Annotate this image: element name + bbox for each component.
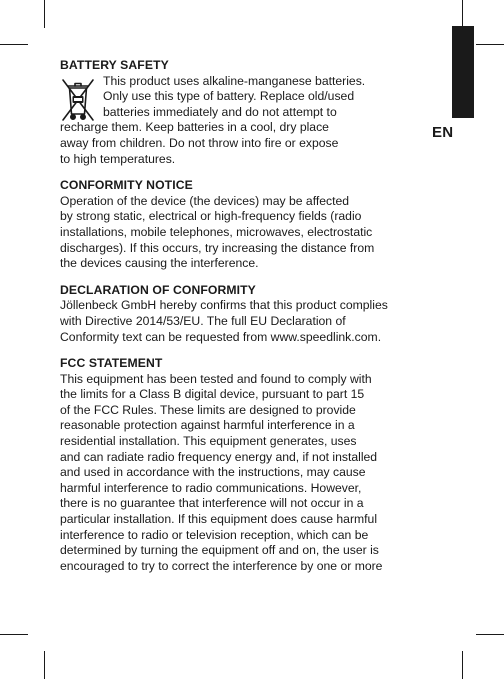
section-heading: FCC STATEMENT [60, 356, 163, 371]
conformity-line: installations, mobile telephones, microwaves, electrostatic [60, 224, 373, 239]
declaration-line: with Directive 2014/53/EU. The full EU Declaration of [60, 313, 346, 328]
fcc-line: and used in accordance with the instructions, may cause [60, 465, 366, 480]
crop-mark-bottom-left-horizontal [0, 634, 28, 635]
battery-line: batteries immediately and do not attempt to [103, 104, 337, 119]
declaration-line: Jöllenbeck GmbH hereby confirms that this product complies [60, 298, 388, 313]
fcc-line: particular installation. If this equipment does cause harmful [60, 512, 378, 527]
battery-line: to high temperatures. [60, 151, 176, 166]
crossed-out-bin-icon [60, 76, 98, 124]
battery-line: away from children. Do not throw into fire or expose [60, 135, 339, 150]
crop-mark-top-left-horizontal [0, 44, 28, 45]
battery-line: Only use this type of battery. Replace old/used [103, 89, 355, 104]
section-conformity-notice [60, 178, 420, 272]
fcc-line: and can radiate radio frequency energy and, if not installed [60, 449, 378, 464]
battery-line: This product uses alkaline-manganese batteries. [103, 73, 366, 88]
section-heading: CONFORMITY NOTICE [60, 178, 193, 193]
battery-line: recharge them. Keep batteries in a cool, dry place [60, 120, 329, 135]
fcc-line: reasonable protection against harmful interference in a [60, 418, 355, 433]
document-content [60, 58, 420, 585]
language-tab-bar [452, 26, 474, 118]
conformity-line: by strong static, electrical or high-frequency fields (radio [60, 209, 362, 224]
section-battery-safety [60, 58, 420, 167]
conformity-line: discharges). If this occurs, try increasing the distance from [60, 240, 375, 255]
crop-mark-top-right-vertical [462, 0, 463, 26]
battery-text-block [60, 74, 420, 168]
crop-mark-bottom-right-horizontal [476, 634, 504, 635]
fcc-line: the limits for a Class B digital device, pursuant to part 15 [60, 387, 365, 402]
crop-mark-top-left-vertical [44, 0, 45, 28]
fcc-line: of the FCC Rules. These limits are designed to provide [60, 402, 356, 417]
crop-mark-bottom-left-vertical [44, 651, 45, 679]
fcc-line: determined by turning the equipment off and on, the user is [60, 543, 379, 558]
language-label: EN [432, 124, 454, 141]
section-heading: BATTERY SAFETY [60, 58, 169, 72]
conformity-line: the devices causing the interference. [60, 256, 259, 271]
section-heading: DECLARATION OF CONFORMITY [60, 282, 256, 297]
section-declaration-of-conformity [60, 283, 420, 345]
fcc-line: there is no guarantee that interference will not occur in a [60, 496, 364, 511]
declaration-line: Conformity text can be requested from www.speedlink.com. [60, 329, 382, 344]
fcc-line: residential installation. This equipment generates, uses [60, 434, 357, 449]
conformity-line: Operation of the device (the devices) may be affected [60, 193, 350, 208]
crop-mark-bottom-right-vertical [462, 651, 463, 679]
fcc-line: This equipment has been tested and found to comply with [60, 371, 372, 386]
fcc-line: interference to radio or television reception, which can be [60, 527, 369, 542]
fcc-line: harmful interference to radio communications. However, [60, 480, 362, 495]
section-fcc-statement [60, 356, 420, 574]
fcc-line: encouraged to try to correct the interference by one or more [60, 558, 383, 573]
crop-mark-top-right-horizontal [476, 44, 504, 45]
